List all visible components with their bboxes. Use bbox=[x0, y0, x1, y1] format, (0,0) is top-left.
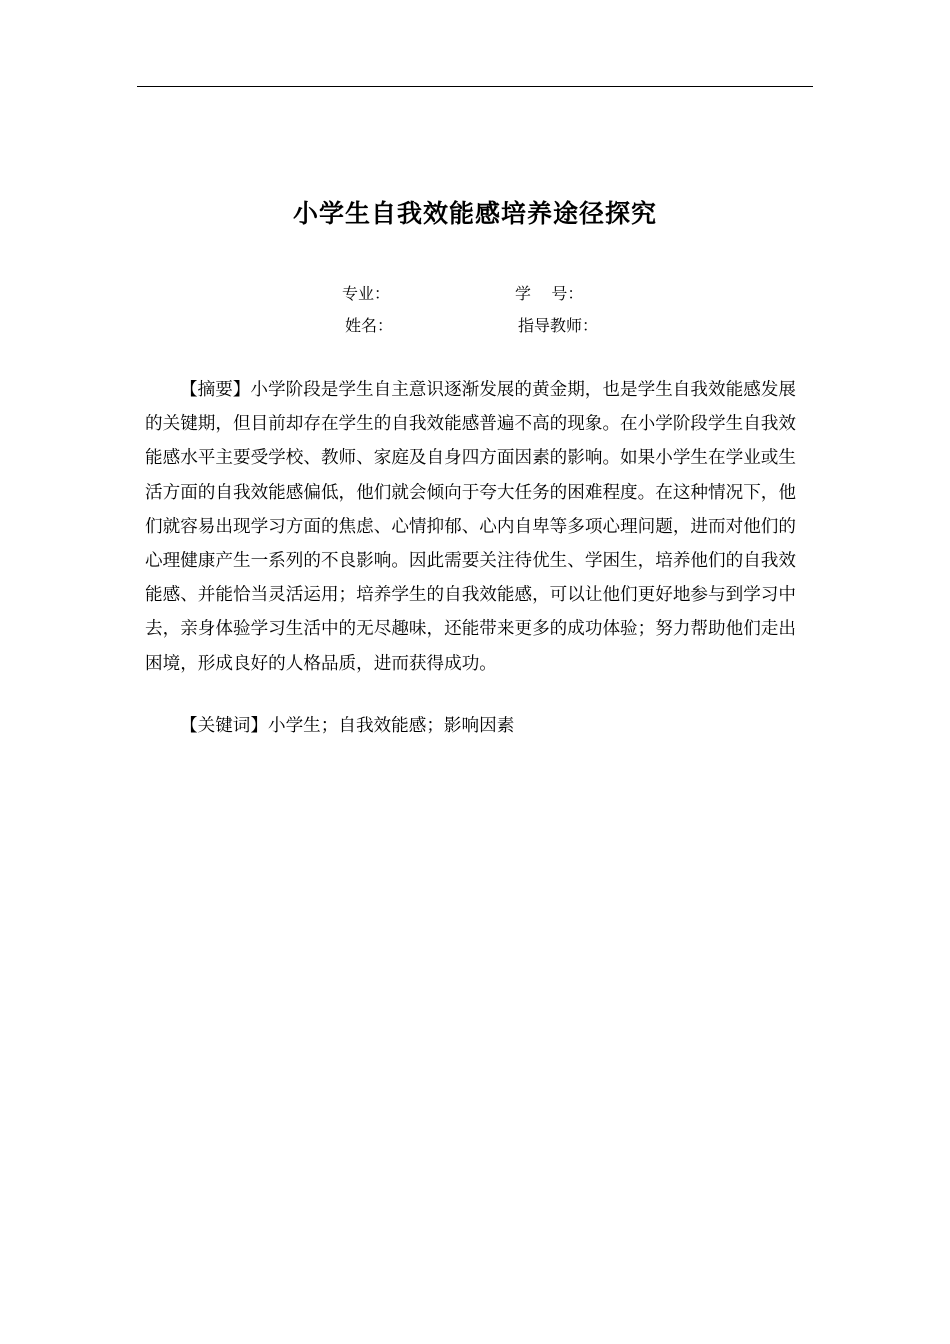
keywords-line: 【关键词】小学生；自我效能感；影响因素 bbox=[180, 716, 515, 736]
name-label: 姓名： bbox=[345, 316, 394, 335]
document-title: 小学生自我效能感培养途径探究 bbox=[292, 199, 657, 228]
header-rule bbox=[137, 86, 813, 87]
major-label: 专业： bbox=[342, 284, 391, 303]
advisor-label: 指导教师： bbox=[518, 316, 599, 335]
student-id-label: 学 号： bbox=[515, 284, 584, 303]
abstract-paragraph: 【摘要】小学阶段是学生自主意识逐渐发展的黄金期，也是学生自我效能感发展的关键期，但目前却存在学生的自我效能感普遍不高的现象。在小学阶段学生自我效能感水平主要受学校、教师、家庭及自身四方面因素的影响。如果小学生在学业或生活方面的自我效能感偏低，他们就会倾向于夸大任务的困难程度。在这种情况下，他们就容易出现学习方面的焦虑、心情抑郁、心内自卑等多项心理问题，进而对他们的心理健康产生一系列的不良影响。因此需要关注待优生、学困生，培养他们的自我效能感、并能恰当灵活运用；培养学生的自我效能感，可以让他们更好地参与到学习中去，亲身体验学习生活中的无尽趣味，还能带来更多的成功体验；努力帮助他们走出困境，形成良好的人格品质，进而获得成功。 bbox=[145, 380, 796, 674]
